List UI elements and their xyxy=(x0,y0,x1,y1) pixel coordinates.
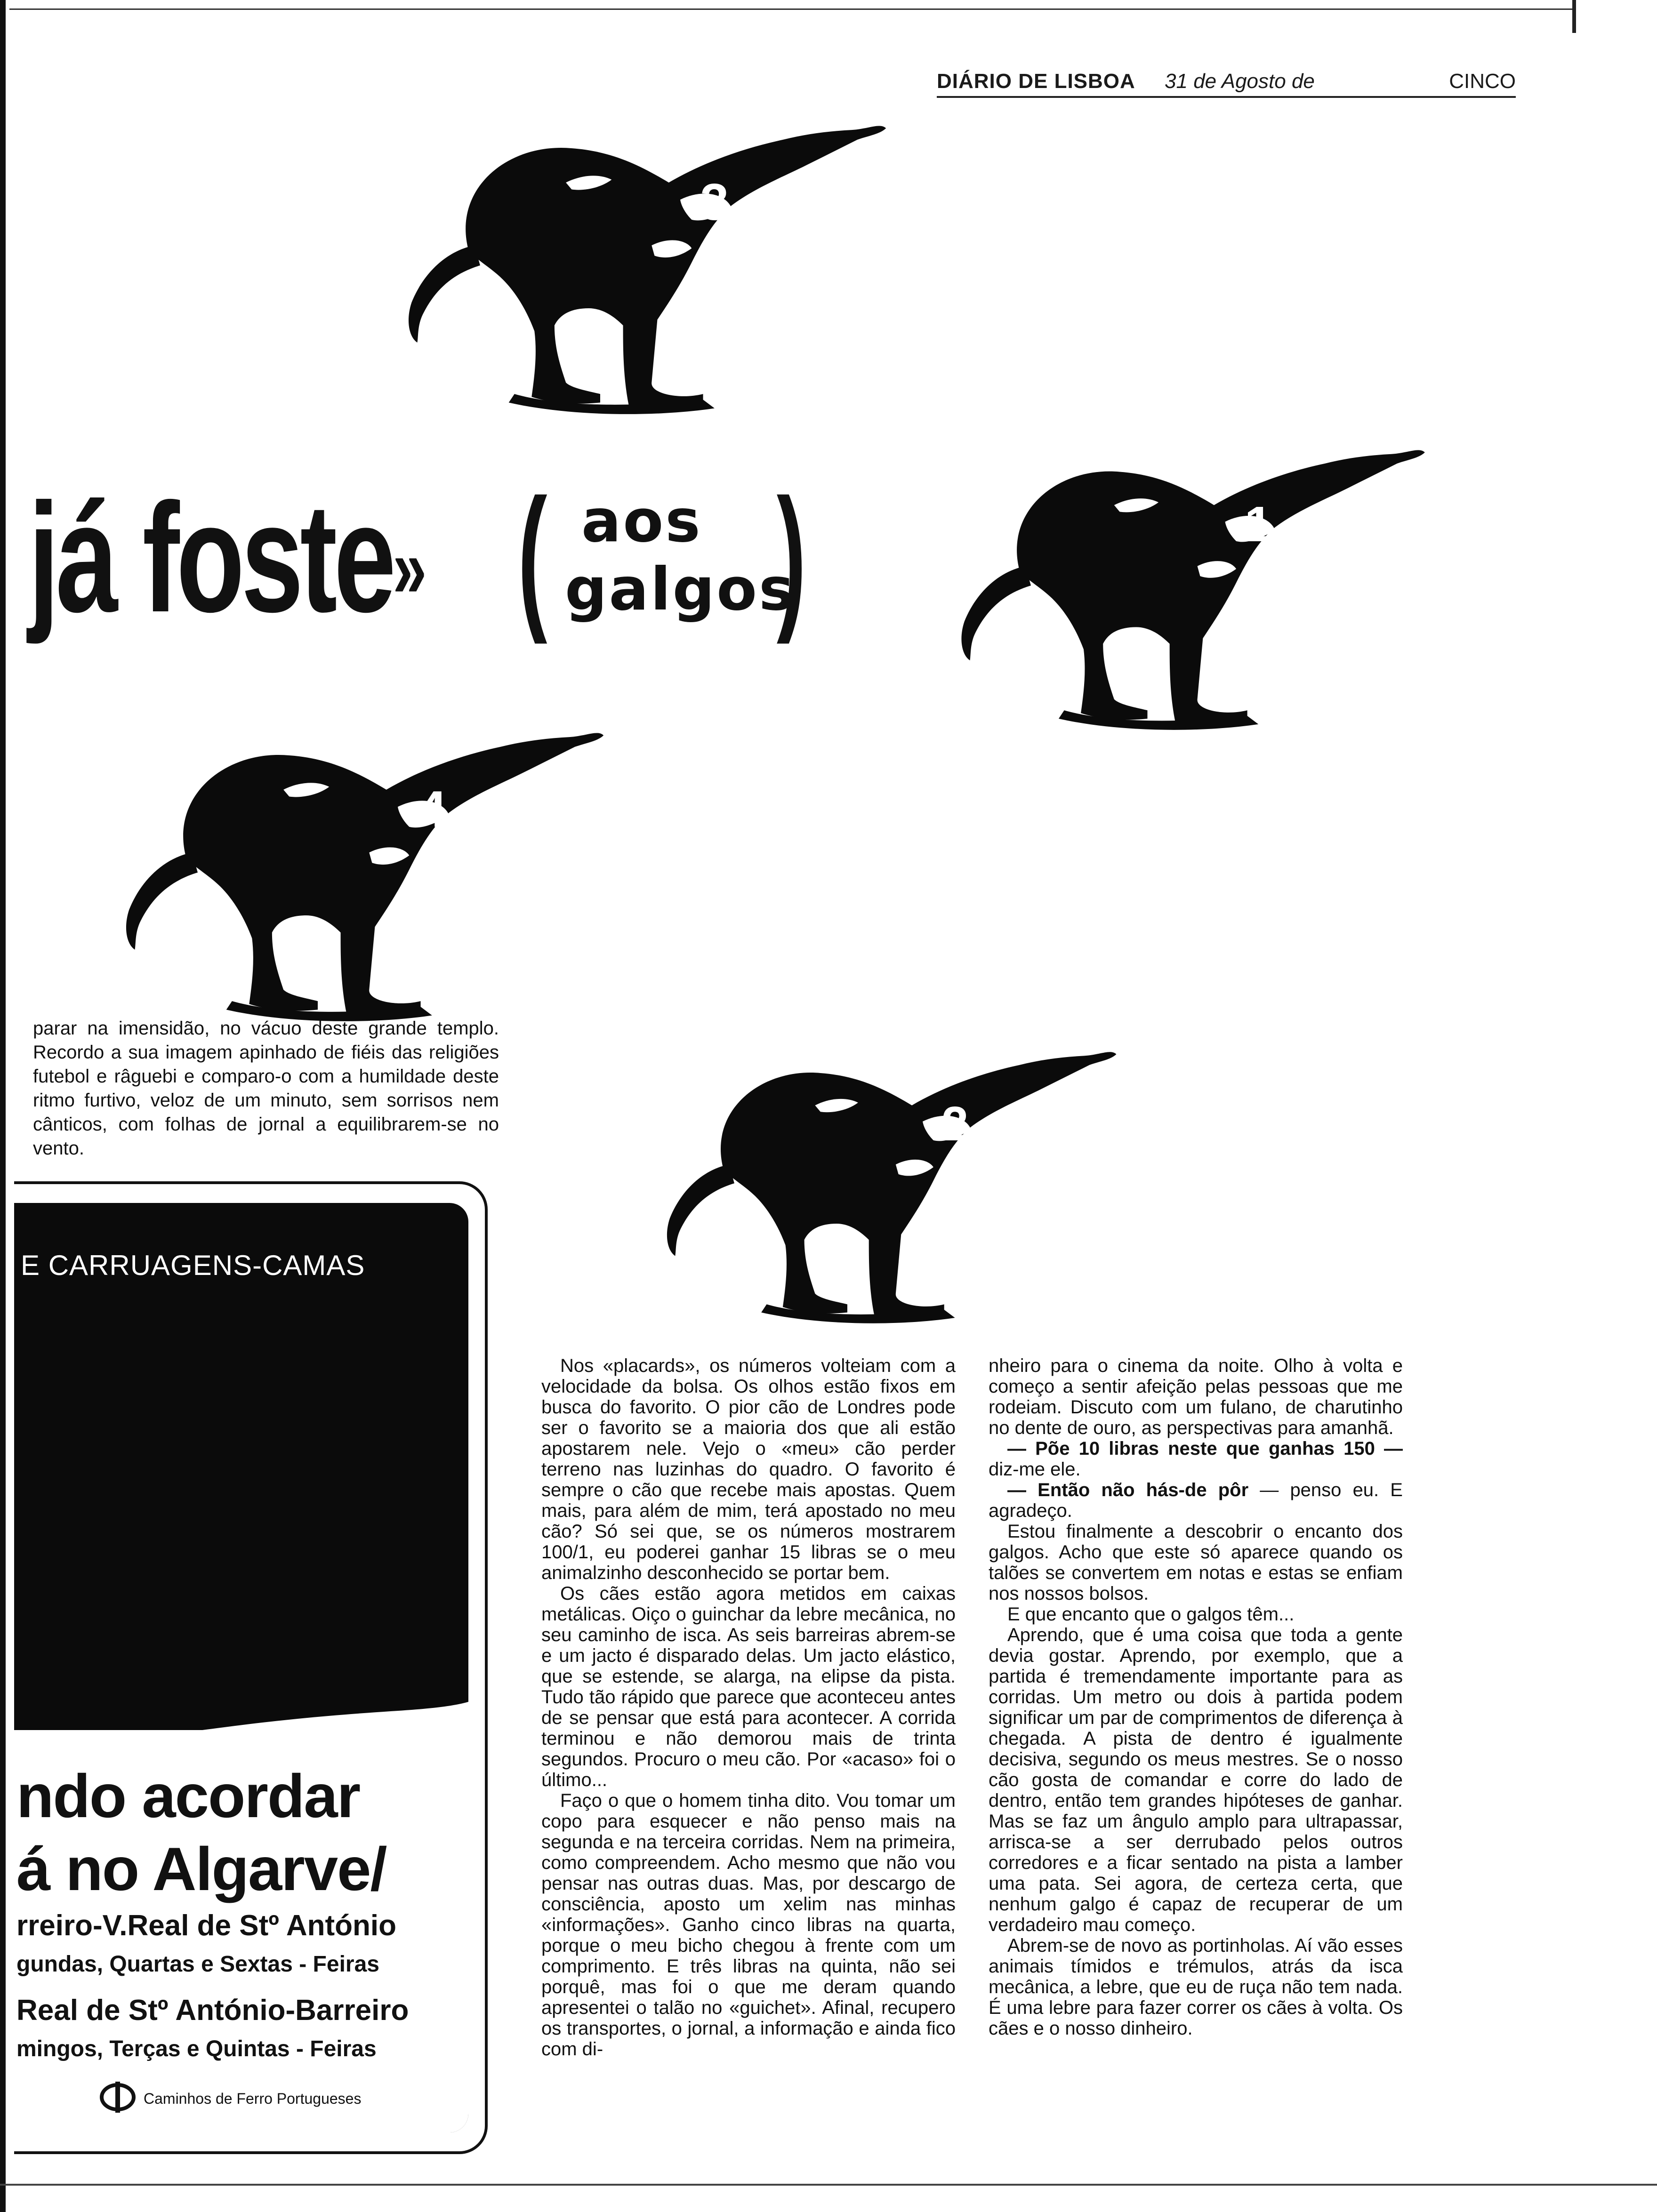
dialogue-bold: — Então não hás-de pôr xyxy=(1007,1480,1249,1500)
dog-number: 2 xyxy=(941,1096,969,1151)
ad-dark-panel xyxy=(14,1203,468,2132)
ad-days-2: mingos, Terças e Quintas - Feiras xyxy=(16,2036,377,2061)
page-header xyxy=(937,70,1516,98)
dialogue-line xyxy=(989,1438,1403,1480)
dialogue-attribution: diz-me ele. xyxy=(989,1459,1081,1480)
ad-headline-2: á no Algarve/ xyxy=(16,1835,386,1903)
ad-route-1: rreiro-V.Real de Stº António xyxy=(16,1909,396,1942)
headline-galgos: galgos xyxy=(565,555,796,624)
cp-logo-icon xyxy=(99,2081,137,2114)
publication-name: DIÁRIO DE LISBOA xyxy=(937,70,1135,93)
headline-paren-close: ) xyxy=(777,466,806,645)
dialogue-bold: — Põe 10 libras neste que ganhas 150 — xyxy=(1007,1438,1403,1459)
ad-days-1: gundas, Quartas e Sextas - Feiras xyxy=(16,1952,379,1977)
dialogue-line xyxy=(989,1480,1403,1521)
railway-advertisement xyxy=(14,1181,488,2154)
greyhound-4-illustration xyxy=(38,715,678,1035)
page-number: CINCO xyxy=(1449,70,1516,93)
dog-number: 1 xyxy=(1244,496,1272,552)
dialogue-attribution: — penso eu. E agradeço. xyxy=(989,1480,1403,1521)
headline-text: já foste xyxy=(28,471,393,644)
headline-aos: aos xyxy=(581,487,702,555)
page-left-border xyxy=(0,0,6,2212)
paragraph: nheiro para o cinema da noite. Olho à volta e começo a sentir afeição pelas pessoas que me rodeiam. Discuto com um fulano, de charutinho no dente de ouro, as perspectivas para amanhã. xyxy=(989,1355,1403,1438)
paragraph: Nos «placards», os números volteiam com a velocidade da bolsa. Os olhos estão fixos em busca do favorito. O pior cão de Londres pode ser o favorito se a maioria dos que ali estão apostarem nele. Vejo o «meu» cão perder terreno nas luzinhas do quadro. O favorito é sempre o cão que recebe mais apostas. Quem mais, para além de mim, terá apostado no meu cão? Só sei que, se os números mostrarem 100/1, eu poderei ganhar 15 libras se o meu animalzinho desconhecido se portar bem. xyxy=(541,1355,956,1583)
headline-main xyxy=(28,471,427,644)
corner-mark xyxy=(1572,0,1576,33)
article-column-2 xyxy=(989,1355,1403,2039)
ad-title: E CARRUAGENS-CAMAS xyxy=(21,1250,365,1281)
greyhound-2-illustration xyxy=(570,1035,1200,1337)
headline-paren-open: ( xyxy=(518,466,547,645)
bottom-rule xyxy=(0,2184,1657,2186)
paragraph: Estou finalmente a descobrir o encanto dos galgos. Acho que este só aparece quando os talões se convertem em notas e estas se enfiam nos nossos bolsos. xyxy=(989,1521,1403,1604)
paragraph: Os cães estão agora metidos em caixas metálicas. Oiço o guinchar da lebre mecânica, no seu caminho de isca. As seis barreiras abrem-se e um jacto é disparado delas. Um jacto elástico, que se estende, se alarga, na elipse da pista. Tudo tão rápido que parece que aconteceu antes de se pensar que está para acontecer. A corrida terminou e não demorou mais de trinta segundos. Procuro o meu cão. Por «acaso» foi o último... xyxy=(541,1583,956,1790)
ad-company-name: Caminhos de Ferro Portugueses xyxy=(144,2090,362,2107)
greyhound-1-illustration xyxy=(871,433,1502,744)
paragraph: Aprendo, que é uma coisa que toda a gente devia gostar. Aprendo, por exemplo, que a partida é tremendamente importante para as corridas. Um metro ou dois à partida podem significar um par de comprimentos de diferença à chegada. A pista de dentro é igualmente decisiva, segundo os meus mestres. Se o nosso cão gosta de comandar e corre do lado de dentro, então tem grandes hipóteses de ganhar. Mas se faz um ângulo amplo para ultrapassar, arrisca-se a ser derrubado pelos outros corredores e a ficar sentado na pista a lamber uma pata. Sei agora, de certeza certa, que nenhum galgo é capaz de recuperar de um verdadeiro mau começo. xyxy=(989,1625,1403,1935)
paragraph: Abrem-se de novo as portinholas. Aí vão esses animais tímidos e trémulos, atrás da isca mecânica, a lebre, que eu de ruça não tem nada. É uma lebre para fazer correr os cães à volta. Os cães e o nosso dinheiro. xyxy=(989,1935,1403,2039)
paragraph: Faço o que o homem tinha dito. Vou tomar um copo para esquecer e não penso mais na segunda e na terceira corridas. Nem na primeira, como compreendem. Acho mesmo que não vou pensar nas outras duas. Mas, por descargo de consciência, aposto um xelim nas minhas «informações». Ganho cinco libras na quarta, porque o meu bicho chegou à frente com um comprimento. E três libras na quinta, não sei porquê, mas foi o que me deram quando apresentei o talão no «guichet». Afinal, recupero os transportes, o jornal, a informação e ainda fico com di- xyxy=(541,1790,956,2060)
closing-quote: » xyxy=(393,521,427,616)
top-rule xyxy=(9,8,1572,10)
greyhound-3-illustration xyxy=(325,108,956,428)
dog-number: 4 xyxy=(418,780,447,838)
article-headline xyxy=(28,466,838,659)
ad-route-2: Real de Stº António-Barreiro xyxy=(16,1994,409,2027)
dog-number: 3 xyxy=(700,173,729,231)
ad-wave-edge xyxy=(14,1697,468,1763)
paragraph: E que encanto que o galgos têm... xyxy=(1007,1604,1295,1625)
issue-date: 31 de Agosto de xyxy=(1165,70,1315,93)
ad-headline-1: ndo acordar xyxy=(16,1762,360,1830)
intro-paragraph: parar na imensidão, no vácuo deste grande templo. Recordo a sua imagem apinhado de fiéis das religiões futebol e râguebi e comparo-o com a humildade deste ritmo furtivo, veloz de um minuto, sem sorrisos nem cânticos, com folhas de jornal a equilibrarem-se no vento. xyxy=(33,1018,499,1159)
article-column-1 xyxy=(541,1355,956,2060)
